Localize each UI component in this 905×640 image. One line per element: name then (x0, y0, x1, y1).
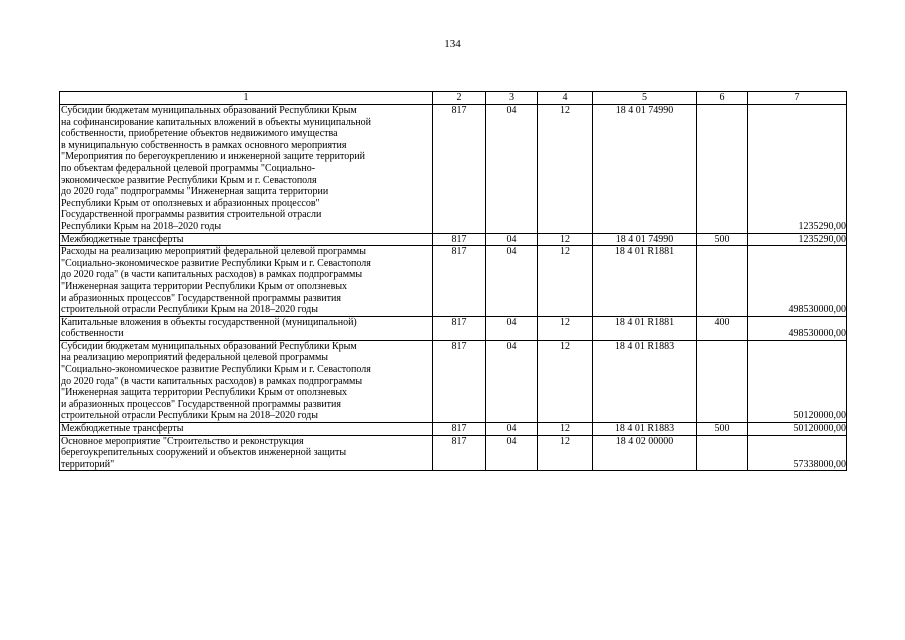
ministry-code-cell: 817 (433, 105, 486, 234)
header-cell-1: 1 (60, 92, 433, 105)
target-article-cell: 18 4 01 R1883 (593, 423, 697, 436)
row-name-cell: Расходы на реализацию мероприятий федеральной целевой программы "Социально-экономическое развитие Республики Крым и г. Севастополя до 2020 года" (в части капитальных расходов) в рамках подпрограммы "Инженерная защита территории Республики Крым от оползневых и абразионных процессов" Государственной программы развития строительной отрасли Республики Крым на 2018–2020 годы (60, 246, 433, 317)
ministry-code-cell: 817 (433, 435, 486, 471)
ministry-code-cell: 817 (433, 340, 486, 422)
subsection-code-cell: 12 (538, 340, 593, 422)
amount-cell: 57338000,00 (748, 435, 847, 471)
section-code-cell: 04 (486, 233, 538, 246)
amount-cell: 498530000,00 (748, 246, 847, 317)
section-code-cell: 04 (486, 435, 538, 471)
table-row (60, 105, 847, 234)
expense-type-cell (697, 340, 748, 422)
expense-type-cell: 400 (697, 316, 748, 340)
ministry-code-cell: 817 (433, 233, 486, 246)
amount-cell: 1235290,00 (748, 233, 847, 246)
ministry-code-cell: 817 (433, 316, 486, 340)
row-name-cell: Субсидии бюджетам муниципальных образований Республики Крым на реализацию мероприятий федеральной целевой программы "Социально-экономическое развитие Республики Крым и г. Севастополя до 2020 года" (в части капитальных расходов) в рамках подпрограммы "Инженерная защита территории Республики Крым от оползневых и абразионных процессов" Государственной программы развития строительной отрасли Республики Крым на 2018–2020 годы (60, 340, 433, 422)
expense-type-cell (697, 435, 748, 471)
target-article-cell: 18 4 01 R1883 (593, 340, 697, 422)
header-cell-2: 2 (433, 92, 486, 105)
amount-cell: 498530000,00 (748, 316, 847, 340)
subsection-code-cell: 12 (538, 233, 593, 246)
header-cell-3: 3 (486, 92, 538, 105)
row-name-cell: Межбюджетные трансферты (60, 233, 433, 246)
header-cell-5: 5 (593, 92, 697, 105)
table-row (60, 435, 847, 471)
header-cell-6: 6 (697, 92, 748, 105)
row-name-cell: Основное мероприятие "Строительство и реконструкция берегоукрепительных сооружений и объектов инженерной защиты территорий" (60, 435, 433, 471)
ministry-code-cell: 817 (433, 423, 486, 436)
amount-cell: 50120000,00 (748, 423, 847, 436)
subsection-code-cell: 12 (538, 435, 593, 471)
amount-cell: 50120000,00 (748, 340, 847, 422)
table-header-row (60, 92, 847, 105)
page-number: 134 (444, 38, 461, 50)
section-code-cell: 04 (486, 423, 538, 436)
table-row (60, 233, 847, 246)
expense-type-cell (697, 246, 748, 317)
section-code-cell: 04 (486, 105, 538, 234)
header-cell-4: 4 (538, 92, 593, 105)
ministry-code-cell: 817 (433, 246, 486, 317)
expense-type-cell: 500 (697, 423, 748, 436)
target-article-cell: 18 4 01 74990 (593, 233, 697, 246)
row-name-cell: Капитальные вложения в объекты государственной (муниципальной) собственности (60, 316, 433, 340)
table-row (60, 246, 847, 317)
header-cell-7: 7 (748, 92, 847, 105)
section-code-cell: 04 (486, 316, 538, 340)
row-name-cell: Межбюджетные трансферты (60, 423, 433, 436)
section-code-cell: 04 (486, 246, 538, 317)
section-code-cell: 04 (486, 340, 538, 422)
target-article-cell: 18 4 02 00000 (593, 435, 697, 471)
expense-type-cell (697, 105, 748, 234)
target-article-cell: 18 4 01 R1881 (593, 246, 697, 317)
target-article-cell: 18 4 01 R1881 (593, 316, 697, 340)
subsection-code-cell: 12 (538, 246, 593, 317)
subsection-code-cell: 12 (538, 423, 593, 436)
target-article-cell: 18 4 01 74990 (593, 105, 697, 234)
budget-table (59, 91, 847, 471)
table-row (60, 423, 847, 436)
amount-cell: 1235290,00 (748, 105, 847, 234)
subsection-code-cell: 12 (538, 316, 593, 340)
row-name-cell: Субсидии бюджетам муниципальных образований Республики Крым на софинансирование капитальных вложений в объекты муниципальной собственности, приобретение объектов недвижимого имущества в муниципальную собственность в рамках основного мероприятия "Мероприятия по берегоукреплению и инженерной защите территорий по объектам федеральной целевой программы "Социально- экономическое развитие Республики Крым и г. Севастополя до 2020 года" подпрограммы "Инженерная защита территории Республики Крым от оползневых и абразионных процессов" Государственной программы развития строительной отрасли Республики Крым на 2018–2020 годы (60, 105, 433, 234)
expense-type-cell: 500 (697, 233, 748, 246)
subsection-code-cell: 12 (538, 105, 593, 234)
table-row (60, 340, 847, 422)
table-row (60, 316, 847, 340)
